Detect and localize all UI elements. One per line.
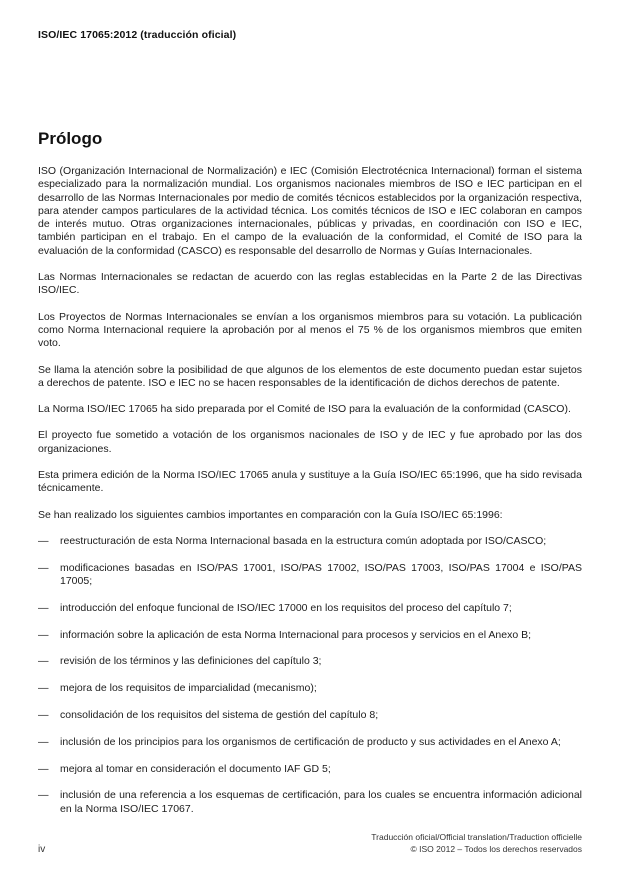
translation-note: Traducción oficial/Official translation/Traduction officielle: [371, 832, 582, 842]
dash-marker: —: [38, 601, 49, 614]
paragraph-patents: Se llama la atención sobre la posibilidad de que algunos de los elementos de este documento puedan estar sujetos a derechos de patente. ISO e IEC no se hacen responsables de la identificación de dichos derechos de patente.: [38, 363, 582, 389]
paragraph-changes-lead: Se han realizado los siguientes cambios importantes en comparación con la Guía ISO/IEC 65:1996:: [38, 508, 503, 521]
list-item-text: consolidación de los requisitos del sistema de gestión del capítulo 8;: [60, 709, 379, 722]
list-item-text: modificaciones basadas en ISO/PAS 17001, ISO/PAS 17002, ISO/PAS 17003, ISO/PAS 17004 e ISO/PAS 17005;: [60, 561, 582, 588]
list-item: [38, 763, 582, 776]
dash-marker: —: [38, 709, 49, 722]
dash-marker: —: [38, 682, 49, 695]
list-item-text: inclusión de los principios para los organismos de certificación de producto y sus actividades en el Anexo A;: [60, 735, 561, 748]
list-item-text: revisión de los términos y las definiciones del capítulo 3;: [60, 655, 322, 668]
document-header: ISO/IEC 17065:2012 (traducción oficial): [38, 29, 237, 41]
list-item: [38, 655, 582, 668]
list-item: [38, 736, 582, 749]
list-item-text: información sobre la aplicación de esta Norma Internacional para procesos y servicios en el Anexo B;: [60, 628, 531, 641]
paragraph-voting: Los Proyectos de Normas Internacionales se envían a los organismos miembros para su votación. La publicación como Norma Internacional requiere la aprobación por al menos el 75 % de los organismos miembros que emiten voto.: [38, 310, 582, 350]
dash-marker: —: [38, 534, 49, 547]
list-item-text: reestructuración de esta Norma Internacional basada en la estructura común adoptada por ISO/CASCO;: [60, 534, 547, 547]
dash-marker: —: [38, 655, 49, 668]
list-item-text: introducción del enfoque funcional de ISO/IEC 17000 en los requisitos del proceso del capítulo 7;: [60, 601, 512, 614]
page-title: Prólogo: [38, 129, 103, 148]
paragraph-directives: Las Normas Internacionales se redactan de acuerdo con las reglas establecidas en la Parte 2 de las Directivas ISO/IEC.: [38, 271, 582, 297]
page-footer: [38, 832, 582, 855]
page-number: iv: [38, 844, 46, 855]
dash-marker: —: [38, 561, 49, 574]
list-item: [38, 709, 582, 722]
list-item-text: inclusión de una referencia a los esquemas de certificación, para los cuales se encuentra información adicional en la Norma ISO/IEC 17067.: [60, 789, 582, 815]
copyright-notice: © ISO 2012 – Todos los derechos reservados: [410, 843, 582, 854]
paragraph-intro: ISO (Organización Internacional de Normalización) e IEC (Comisión Electrotécnica Internacional) forman el sistema especializado para la normalización mundial. Los organismos nacionales miembros de ISO e IEC participan en el desarrollo de las Normas Internacionales por medio de comités técnicos establecidos por la organización respectiva, para atender campos particulares de la actividad técnica. Los comités técnicos de ISO e IEC colaboran en campos de interés mutuo. Otras organizaciones internacionales, públicas y privadas, en coordinación con ISO e IEC, también participan en el trabajo. En el campo de la evaluación de la conformidad, el Comité de ISO para la evaluación de la conformidad (CASCO) es responsable del desarrollo de Normas y Guías Internacionales.: [38, 165, 582, 257]
list-item: [38, 789, 582, 816]
dash-marker: —: [38, 762, 49, 775]
paragraph-casco: La Norma ISO/IEC 17065 ha sido preparada por el Comité de ISO para la evaluación de la conformidad (CASCO).: [38, 403, 571, 416]
dash-marker: —: [38, 789, 49, 802]
list-item-text: mejora al tomar en consideración el documento IAF GD 5;: [60, 762, 331, 775]
paragraph-approval: El proyecto fue sometido a votación de los organismos nacionales de ISO y de IEC y fue aprobado por las dos organizaciones.: [38, 429, 582, 455]
list-item: [38, 602, 582, 615]
document-content: [38, 29, 582, 830]
list-item: [38, 562, 582, 589]
list-item: [38, 535, 582, 548]
dash-marker: —: [38, 735, 49, 748]
footer-legal: [371, 832, 582, 855]
paragraph-first-edition: Esta primera edición de la Norma ISO/IEC 17065 anula y sustituye a la Guía ISO/IEC 65:1996, que ha sido revisada técnicamente.: [38, 469, 582, 495]
list-item: [38, 682, 582, 695]
list-item: [38, 629, 582, 642]
dash-marker: —: [38, 628, 49, 641]
list-item-text: mejora de los requisitos de imparcialidad (mecanismo);: [60, 682, 317, 695]
